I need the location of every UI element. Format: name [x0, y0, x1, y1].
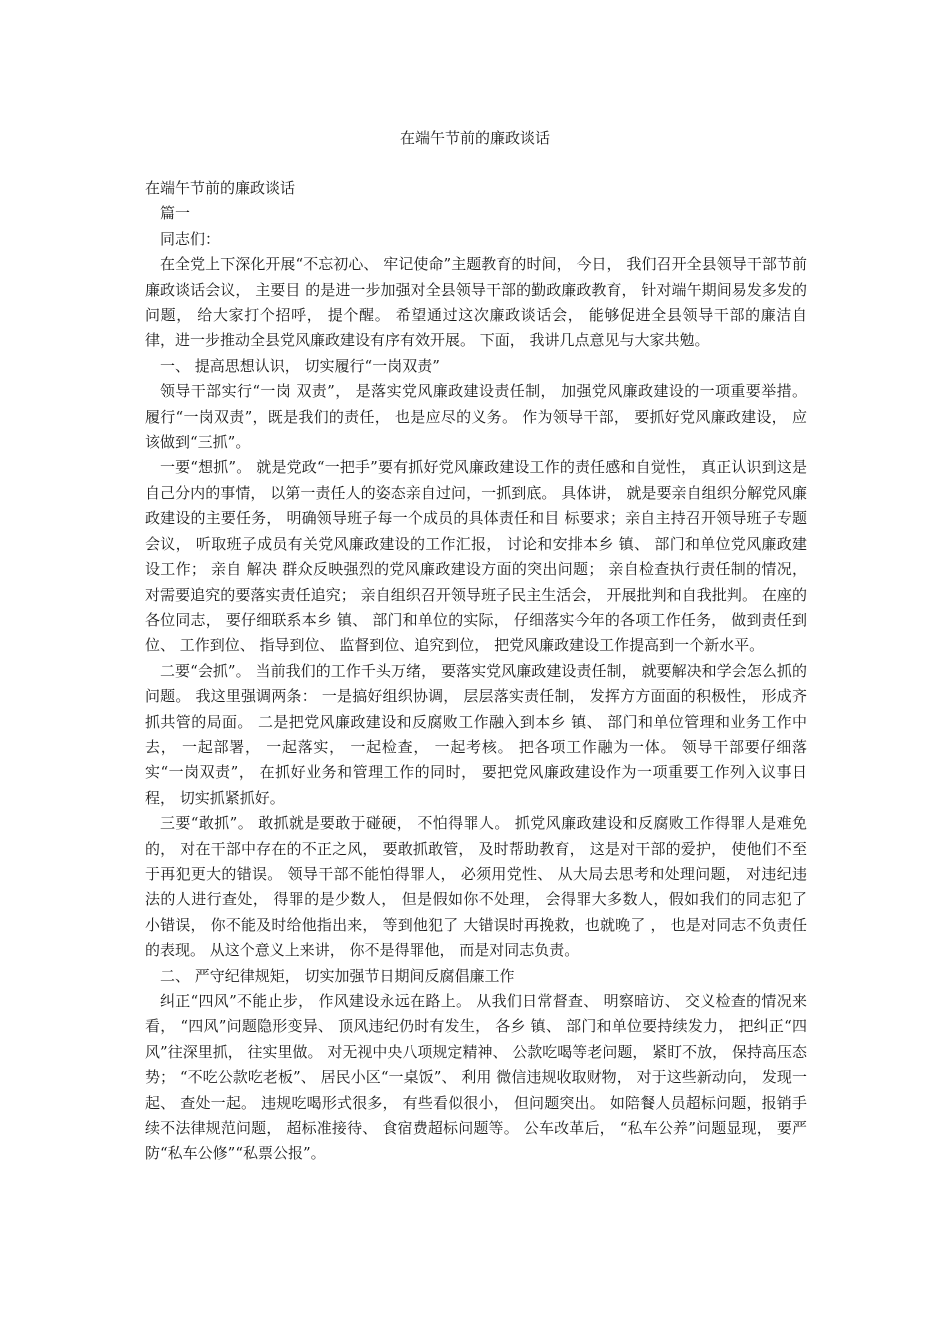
paragraph-four-winds: 纠正“四风”不能止步， 作风建设永远在路上。 从我们日常督查、 明察暗访、 交义检查的情况来看， “四风”问题隐形变异、 顶风违纪仍时有发生， 各乡 镇、 部门和单位要持续发力， 把纠正“四风”往深里抓， 往实里做。 对无视中央八项规定精神、 公款吃喝等老问题， 紧盯不放， 保持高压态势； “不吃公款吃老板”、 居民小区“一桌饭”、 利用 微信违规收取财物， 对于这些新动向， 发现一起、 查处一起。 违规吃喝形式很多， 有些看似很小， 但问题突出。 如陪餐人员超标问题，报销手续不法律规范问题， 超标准接待、 食宿费超标问题等。 公车改革后， “私车公养”问题显现， 要严防“私车公修”“私票公报”。	[145, 992, 807, 1163]
page-title: 在端午节前的廉政谈话	[399, 129, 550, 147]
document-body	[145, 176, 807, 1167]
document-subtitle: 在端午节前的廉政谈话	[145, 179, 296, 197]
paragraph-want-to-grasp: 一要“想抓”。 就是党政“一把手”要有抓好党风廉政建设工作的责任感和自觉性， 真正认识到这是自己分内的事情， 以第一责任人的姿态亲自过问，一抓到底。 具体讲， 就是要亲自组织分解党风廉政建设的主要任务， 明确领导班子每一个成员的具体责任和目 标要求；亲自主持召开领导班子专题会议， 听取班子成员有关党风廉政建设的工作汇报， 讨论和安排本乡 镇、 部门和单位党风廉政建设工作； 亲自 解决 群众反映强烈的党风廉政建设方面的突出问题； 亲自检查执行责任制的情况， 对需要追究的要落实责任追究； 亲自组织召开领导班子民主生活会， 开展批判和自我批判。 在座的各位同志， 要仔细联系本乡 镇、 部门和单位的实际， 仔细落实今年的各项工作任务， 做到责任到位、 工作到位、 指导到位、 监督到位、追究到位， 把党风廉政建设工作提高到一个新水平。	[145, 458, 807, 655]
paragraph-dare-to-grasp: 三要“敢抓”。 敢抓就是要敢于碰硬， 不怕得罪人。 抓党风廉政建设和反腐败工作得罪人是难免的， 对在干部中存在的不正之风， 要敢抓敢管， 及时帮助教育， 这是对干部的爱护， 使他们不至于再犯更大的错误。 领导干部不能怕得罪人， 必须用党性、 从大局去思考和处理问题， 对违纪违法的人进行查处， 得罪的是少数人， 但是假如你不处理， 会得罪大多数人，假如我们的同志犯了 小错误， 你不能及时给他指出来， 等到他犯了 大错误时再挽救，也就晚了 ， 也是对同志不负责任的表现。 从这个意义上来讲， 你不是得罪他， 而是对同志负责。	[145, 814, 807, 960]
section-label: 篇一	[160, 204, 191, 223]
paragraph-know-how-to-grasp: 二要“会抓”。 当前我们的工作千头万绪， 要落实党风廉政建设责任制， 就要解决和学会怎么抓的问题。 我这里强调两条： 一是搞好组织协调， 层层落实责任制， 发挥方方面面的积极性， 形成齐抓共管的局面。 二是把党风廉政建设和反腐败工作融入到本乡 镇、 部门和单位管理和业务工作中去， 一起部署， 一起落实， 一起检查， 一起考核。 把各项工作融为一体。 领导干部要仔细落实“一岗双责”， 在抓好业务和管理工作的同时， 要把党风廉政建设作为一项重要工作列入议事日程， 切实抓紧抓好。	[145, 661, 807, 807]
heading-section-1: 一、 提高思想认识， 切实履行“一岗双责”	[160, 356, 440, 375]
heading-section-2: 二、 严守纪律规矩， 切实加强节日期间反腐倡廉工作	[160, 966, 515, 985]
paragraph-intro: 在全党上下深化开展“不忘初心、 牢记使命”主题教育的时间， 今日， 我们召开全县领导干部节前廉政谈话会议， 主要目 的是进一步加强对全县领导干部的勤政廉政教育， 针对端午期间易发多发的问题， 给大家打个招呼， 提个醒。 希望通过这次廉政谈话会， 能够促进全县领导干部的廉洁自律，进一步推动全县党风廉政建设有序有效开展。 下面， 我讲几点意见与大家共勉。	[145, 255, 807, 350]
paragraph-one-post-two-duties: 领导干部实行“一岗 双责”， 是落实党风廉政建设责任制， 加强党风廉政建设的一项重要举措。 履行“一岗双责”，既是我们的责任， 也是应尽的义务。 作为领导干部， 要抓好党风廉政建设， 应该做到“三抓”。	[145, 382, 807, 452]
salutation: 同志们：	[160, 229, 221, 248]
